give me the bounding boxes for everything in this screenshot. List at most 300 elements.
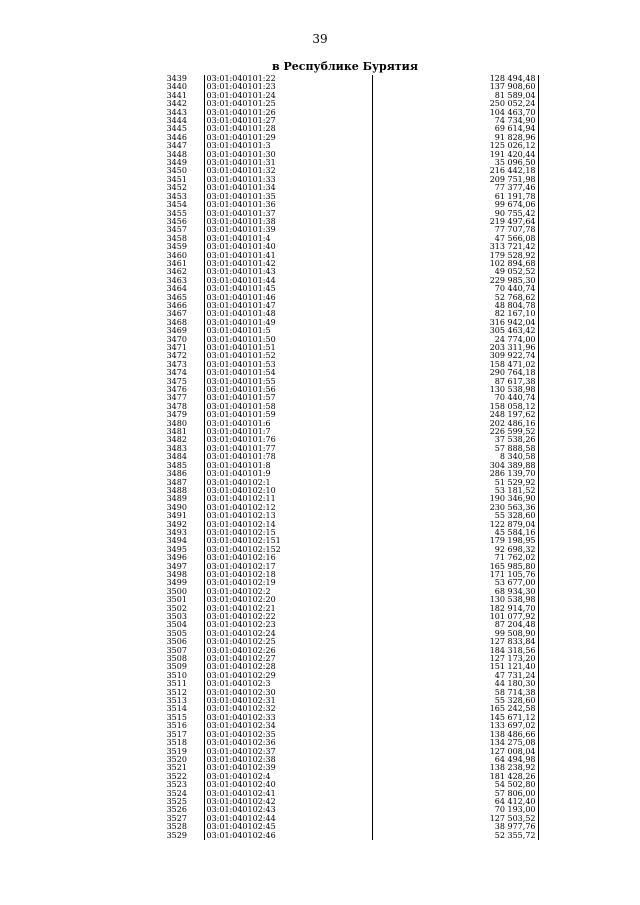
cadastral-value: 226 599,52 [372, 428, 538, 436]
table-row [150, 159, 538, 167]
cadastral-number: 03:01:040102:11 [204, 495, 372, 503]
row-number: 3494 [166, 537, 187, 546]
cadastral-table [150, 75, 539, 840]
row-number: 3524 [166, 789, 187, 798]
cadastral-value: 68 934,30 [372, 588, 538, 596]
cadastral-number: 03:01:040102:20 [204, 596, 372, 604]
row-number: 3474 [166, 369, 187, 378]
cadastral-number: 03:01:040101:33 [204, 176, 372, 184]
cadastral-value: 313 721,42 [372, 243, 538, 251]
cadastral-number: 03:01:040101:41 [204, 252, 372, 260]
table-row [150, 277, 538, 285]
table-row [150, 294, 538, 302]
row-number: 3521 [166, 764, 187, 773]
cadastral-value: 90 755,42 [372, 210, 538, 218]
table-row [150, 109, 538, 117]
cadastral-number: 03:01:040101:8 [204, 462, 372, 470]
cadastral-number: 03:01:040101:28 [204, 125, 372, 133]
table-row [150, 621, 538, 629]
table-row [150, 579, 538, 587]
cadastral-value: 55 328,60 [372, 512, 538, 520]
cadastral-value: 74 734,90 [372, 117, 538, 125]
cadastral-number: 03:01:040102:46 [204, 832, 372, 840]
cadastral-number: 03:01:040101:24 [204, 92, 372, 100]
cadastral-value: 91 828,96 [372, 134, 538, 142]
row-number: 3518 [166, 739, 187, 748]
cadastral-number: 03:01:040101:46 [204, 294, 372, 302]
cadastral-value: 77 707,78 [372, 226, 538, 234]
cadastral-number: 03:01:040101:51 [204, 344, 372, 352]
cadastral-number: 03:01:040102:18 [204, 571, 372, 579]
cadastral-value: 92 698,32 [372, 546, 538, 554]
cadastral-value: 130 538,98 [372, 596, 538, 604]
cadastral-number: 03:01:040101:55 [204, 378, 372, 386]
cadastral-value: 8 340,58 [372, 453, 538, 461]
cadastral-table-container [150, 75, 540, 843]
table-row [150, 184, 538, 192]
row-number: 3460 [166, 251, 187, 260]
cadastral-number: 03:01:040102:26 [204, 647, 372, 655]
cadastral-value: 53 181,52 [372, 487, 538, 495]
cadastral-value: 87 204,48 [372, 621, 538, 629]
table-row [150, 605, 538, 613]
table-row [150, 781, 538, 789]
table-row [150, 268, 538, 276]
table-row [150, 310, 538, 318]
table-row [150, 748, 538, 756]
table-row [150, 529, 538, 537]
table-header-title: в Республике Бурятия [272, 60, 418, 73]
table-row [150, 344, 538, 352]
row-number: 3520 [166, 755, 187, 764]
row-number: 3466 [166, 301, 187, 310]
table-row [150, 546, 538, 554]
cadastral-number: 03:01:040101:58 [204, 403, 372, 411]
row-number: 3475 [166, 377, 187, 386]
cadastral-number: 03:01:040102:1 [204, 479, 372, 487]
table-row [150, 411, 538, 419]
table-row [150, 630, 538, 638]
cadastral-number: 03:01:040102:30 [204, 689, 372, 697]
table-row [150, 832, 538, 840]
cadastral-value: 127 173,20 [372, 655, 538, 663]
cadastral-number: 03:01:040102:28 [204, 663, 372, 671]
cadastral-number: 03:01:040101:77 [204, 445, 372, 453]
table-row [150, 369, 538, 377]
cadastral-number: 03:01:040102:37 [204, 748, 372, 756]
cadastral-value: 137 908,60 [372, 83, 538, 91]
table-row [150, 319, 538, 327]
row-number: 3455 [166, 209, 187, 218]
row-number: 3476 [166, 386, 187, 395]
cadastral-number: 03:01:040102:44 [204, 815, 372, 823]
cadastral-number: 03:01:040101:30 [204, 151, 372, 159]
row-number: 3493 [166, 528, 187, 537]
table-row [150, 815, 538, 823]
row-number: 3469 [166, 327, 187, 336]
row-number: 3439 [166, 75, 187, 83]
table-row [150, 453, 538, 461]
cadastral-number: 03:01:040101:59 [204, 411, 372, 419]
table-row [150, 537, 538, 545]
cadastral-number: 03:01:040102:43 [204, 806, 372, 814]
row-number: 3445 [166, 125, 187, 134]
table-row [150, 394, 538, 402]
cadastral-number: 03:01:040101:34 [204, 184, 372, 192]
cadastral-number: 03:01:040102:29 [204, 672, 372, 680]
row-number: 3481 [166, 428, 187, 437]
cadastral-value: 52 355,72 [372, 832, 538, 840]
row-number: 3448 [166, 150, 187, 159]
cadastral-value: 248 197,62 [372, 411, 538, 419]
cadastral-value: 202 486,16 [372, 420, 538, 428]
table-row [150, 647, 538, 655]
cadastral-number: 03:01:040102:14 [204, 521, 372, 529]
table-row [150, 554, 538, 562]
row-number: 3507 [166, 646, 187, 655]
row-number: 3441 [166, 91, 187, 100]
row-number: 3462 [166, 268, 187, 277]
cadastral-value: 216 442,18 [372, 167, 538, 175]
cadastral-value: 122 879,04 [372, 521, 538, 529]
cadastral-number: 03:01:040101:47 [204, 302, 372, 310]
row-number: 3452 [166, 184, 187, 193]
table-row [150, 378, 538, 386]
row-number: 3527 [166, 814, 187, 823]
row-number: 3485 [166, 461, 187, 470]
cadastral-value: 190 346,90 [372, 495, 538, 503]
cadastral-number: 03:01:040102:16 [204, 554, 372, 562]
table-row [150, 201, 538, 209]
table-row [150, 470, 538, 478]
table-row [150, 176, 538, 184]
cadastral-number: 03:01:040101:26 [204, 109, 372, 117]
cadastral-number: 03:01:040101:6 [204, 420, 372, 428]
table-row [150, 218, 538, 226]
row-number: 3463 [166, 276, 187, 285]
row-number: 3529 [166, 831, 187, 840]
cadastral-number: 03:01:040101:43 [204, 268, 372, 276]
cadastral-number: 03:01:040102:23 [204, 621, 372, 629]
cadastral-number: 03:01:040102:32 [204, 705, 372, 713]
table-row [150, 756, 538, 764]
row-number: 3487 [166, 478, 187, 487]
cadastral-number: 03:01:040101:27 [204, 117, 372, 125]
table-row [150, 512, 538, 520]
table-row [150, 252, 538, 260]
row-number: 3510 [166, 671, 187, 680]
cadastral-value: 171 105,76 [372, 571, 538, 579]
cadastral-value: 82 167,10 [372, 310, 538, 318]
table-row [150, 403, 538, 411]
cadastral-number: 03:01:040101:31 [204, 159, 372, 167]
cadastral-number: 03:01:040102:24 [204, 630, 372, 638]
row-number: 3477 [166, 394, 187, 403]
cadastral-value: 38 977,76 [372, 823, 538, 831]
cadastral-number: 03:01:040102:17 [204, 563, 372, 571]
cadastral-value: 61 191,78 [372, 193, 538, 201]
cadastral-value: 290 764,18 [372, 369, 538, 377]
page-number: 39 [312, 32, 328, 46]
cadastral-number: 03:01:040101:76 [204, 436, 372, 444]
cadastral-number: 03:01:040102:152 [204, 546, 372, 554]
cadastral-value: 77 377,46 [372, 184, 538, 192]
cadastral-number: 03:01:040102:27 [204, 655, 372, 663]
cadastral-number: 03:01:040102:31 [204, 697, 372, 705]
table-row [150, 352, 538, 360]
row-number: 3512 [166, 688, 187, 697]
row-number: 3519 [166, 747, 187, 756]
cadastral-value: 179 198,95 [372, 537, 538, 545]
cadastral-number: 03:01:040102:19 [204, 579, 372, 587]
cadastral-value: 125 026,12 [372, 142, 538, 150]
cadastral-number: 03:01:040102:34 [204, 722, 372, 730]
table-row [150, 142, 538, 150]
cadastral-value: 64 494,98 [372, 756, 538, 764]
cadastral-value: 219 497,64 [372, 218, 538, 226]
row-number: 3491 [166, 512, 187, 521]
row-number: 3509 [166, 663, 187, 672]
table-row [150, 588, 538, 596]
cadastral-number: 03:01:040101:56 [204, 386, 372, 394]
table-row [150, 563, 538, 571]
cadastral-value: 81 589,04 [372, 92, 538, 100]
table-row [150, 714, 538, 722]
row-number: 3449 [166, 159, 187, 168]
cadastral-number: 03:01:040102:36 [204, 739, 372, 747]
cadastral-value: 316 942,04 [372, 319, 538, 327]
row-number: 3504 [166, 621, 187, 630]
cadastral-value: 133 697,02 [372, 722, 538, 730]
cadastral-number: 03:01:040102:10 [204, 487, 372, 495]
table-body [150, 75, 538, 840]
cadastral-number: 03:01:040102:151 [204, 537, 372, 545]
cadastral-value: 151 121,40 [372, 663, 538, 671]
row-number: 3511 [166, 680, 187, 689]
table-row [150, 75, 538, 83]
table-row [150, 823, 538, 831]
row-number: 3508 [166, 655, 187, 664]
table-row [150, 655, 538, 663]
row-number: 3488 [166, 486, 187, 495]
cadastral-number: 03:01:040101:57 [204, 394, 372, 402]
cadastral-value: 102 894,68 [372, 260, 538, 268]
row-number: 3501 [166, 596, 187, 605]
cadastral-number: 03:01:040102:3 [204, 680, 372, 688]
cadastral-number: 03:01:040101:42 [204, 260, 372, 268]
row-number: 3523 [166, 781, 187, 790]
table-row [150, 504, 538, 512]
cadastral-number: 03:01:040102:35 [204, 731, 372, 739]
row-number: 3482 [166, 436, 187, 445]
cadastral-value: 70 440,74 [372, 394, 538, 402]
row-number: 3464 [166, 285, 187, 294]
row-number: 3506 [166, 638, 187, 647]
table-row [150, 361, 538, 369]
row-number: 3486 [166, 470, 187, 479]
cadastral-value: 181 428,26 [372, 773, 538, 781]
cadastral-number: 03:01:040101:25 [204, 100, 372, 108]
table-row [150, 798, 538, 806]
cadastral-value: 138 486,66 [372, 731, 538, 739]
cadastral-value: 99 674,06 [372, 201, 538, 209]
cadastral-value: 99 508,90 [372, 630, 538, 638]
cadastral-number: 03:01:040101:53 [204, 361, 372, 369]
cadastral-value: 165 242,58 [372, 705, 538, 713]
table-row [150, 613, 538, 621]
cadastral-number: 03:01:040101:52 [204, 352, 372, 360]
table-row [150, 226, 538, 234]
row-number: 3492 [166, 520, 187, 529]
row-number: 3450 [166, 167, 187, 176]
cadastral-number: 03:01:040101:45 [204, 285, 372, 293]
cadastral-value: 209 751,98 [372, 176, 538, 184]
table-row [150, 663, 538, 671]
cadastral-value: 57 806,00 [372, 790, 538, 798]
row-number: 3459 [166, 243, 187, 252]
table-row [150, 672, 538, 680]
table-row [150, 689, 538, 697]
cadastral-number: 03:01:040102:45 [204, 823, 372, 831]
row-number: 3490 [166, 503, 187, 512]
cadastral-value: 165 985,80 [372, 563, 538, 571]
table-row [150, 731, 538, 739]
table-row [150, 420, 538, 428]
row-number: 3478 [166, 402, 187, 411]
table-row [150, 436, 538, 444]
cadastral-value: 69 614,94 [372, 125, 538, 133]
row-number: 3471 [166, 344, 187, 352]
table-row [150, 596, 538, 604]
cadastral-value: 44 180,30 [372, 680, 538, 688]
cadastral-number: 03:01:040101:40 [204, 243, 372, 251]
cadastral-value: 58 714,38 [372, 689, 538, 697]
cadastral-number: 03:01:040101:38 [204, 218, 372, 226]
table-row [150, 764, 538, 772]
row-number: 3467 [166, 310, 187, 319]
cadastral-number: 03:01:040101:39 [204, 226, 372, 234]
row-number: 3458 [166, 234, 187, 243]
cadastral-number: 03:01:040102:21 [204, 605, 372, 613]
cadastral-value: 145 671,12 [372, 714, 538, 722]
table-row [150, 243, 538, 251]
cadastral-value: 309 922,74 [372, 352, 538, 360]
cadastral-number: 03:01:040101:49 [204, 319, 372, 327]
row-number: 3443 [166, 108, 187, 117]
cadastral-value: 64 412,40 [372, 798, 538, 806]
table-row [150, 100, 538, 108]
cadastral-value: 37 538,26 [372, 436, 538, 444]
table-row [150, 697, 538, 705]
cadastral-number: 03:01:040102:2 [204, 588, 372, 596]
table-row [150, 235, 538, 243]
row-number: 3461 [166, 259, 187, 268]
table-row [150, 210, 538, 218]
cadastral-number: 03:01:040101:78 [204, 453, 372, 461]
cadastral-value: 305 463,42 [372, 327, 538, 335]
table-row [150, 739, 538, 747]
cadastral-value: 49 052,52 [372, 268, 538, 276]
table-row [150, 125, 538, 133]
cadastral-value: 47 566,08 [372, 235, 538, 243]
cadastral-number: 03:01:040101:44 [204, 277, 372, 285]
cadastral-number: 03:01:040102:4 [204, 773, 372, 781]
table-row [150, 705, 538, 713]
cadastral-value: 184 318,56 [372, 647, 538, 655]
table-row [150, 445, 538, 453]
table-row [150, 134, 538, 142]
row-number: 3483 [166, 444, 187, 453]
table-row [150, 92, 538, 100]
cadastral-value: 127 503,52 [372, 815, 538, 823]
row-number: 3480 [166, 419, 187, 428]
table-row [150, 462, 538, 470]
cadastral-value: 104 463,70 [372, 109, 538, 117]
cadastral-value: 128 494,48 [372, 75, 538, 83]
row-number: 3497 [166, 562, 187, 571]
row-number: 3495 [166, 545, 187, 554]
row-number: 3457 [166, 226, 187, 235]
row-number: 3502 [166, 604, 187, 613]
row-number: 3498 [166, 570, 187, 579]
row-number: 3505 [166, 629, 187, 638]
row-number: 3479 [166, 411, 187, 420]
cadastral-value: 70 440,74 [372, 285, 538, 293]
cadastral-number: 03:01:040101:9 [204, 470, 372, 478]
cadastral-number: 03:01:040102:42 [204, 798, 372, 806]
row-number: 3440 [166, 83, 187, 92]
cadastral-number: 03:01:040101:4 [204, 235, 372, 243]
table-row [150, 83, 538, 91]
row-number: 3472 [166, 352, 187, 361]
cadastral-value: 57 888,58 [372, 445, 538, 453]
cadastral-number: 03:01:040102:38 [204, 756, 372, 764]
row-number: 3446 [166, 133, 187, 142]
row-number: 3525 [166, 797, 187, 806]
cadastral-value: 24 774,00 [372, 336, 538, 344]
table-row [150, 336, 538, 344]
table-row [150, 790, 538, 798]
cadastral-value: 130 538,98 [372, 386, 538, 394]
row-number: 3514 [166, 705, 187, 714]
cadastral-number: 03:01:040101:36 [204, 201, 372, 209]
cadastral-value: 229 985,30 [372, 277, 538, 285]
row-number: 3484 [166, 453, 187, 462]
row-number: 3456 [166, 217, 187, 226]
table-row [150, 285, 538, 293]
row-number: 3526 [166, 806, 187, 815]
cadastral-value: 179 528,92 [372, 252, 538, 260]
cadastral-value: 158 058,12 [372, 403, 538, 411]
cadastral-number: 03:01:040102:25 [204, 638, 372, 646]
table-row [150, 806, 538, 814]
cadastral-value: 35 096,50 [372, 159, 538, 167]
cadastral-value: 127 833,84 [372, 638, 538, 646]
cadastral-value: 101 077,92 [372, 613, 538, 621]
cadastral-value: 127 008,04 [372, 748, 538, 756]
table-row [150, 302, 538, 310]
cadastral-number: 03:01:040102:13 [204, 512, 372, 520]
table-row [150, 386, 538, 394]
table-row [150, 151, 538, 159]
row-number: 3516 [166, 722, 187, 731]
cadastral-number: 03:01:040101:32 [204, 167, 372, 175]
table-row [150, 327, 538, 335]
row-number: 3500 [166, 587, 187, 596]
cadastral-number: 03:01:040101:37 [204, 210, 372, 218]
cadastral-value: 203 311,96 [372, 344, 538, 352]
row-number: 3442 [166, 100, 187, 109]
